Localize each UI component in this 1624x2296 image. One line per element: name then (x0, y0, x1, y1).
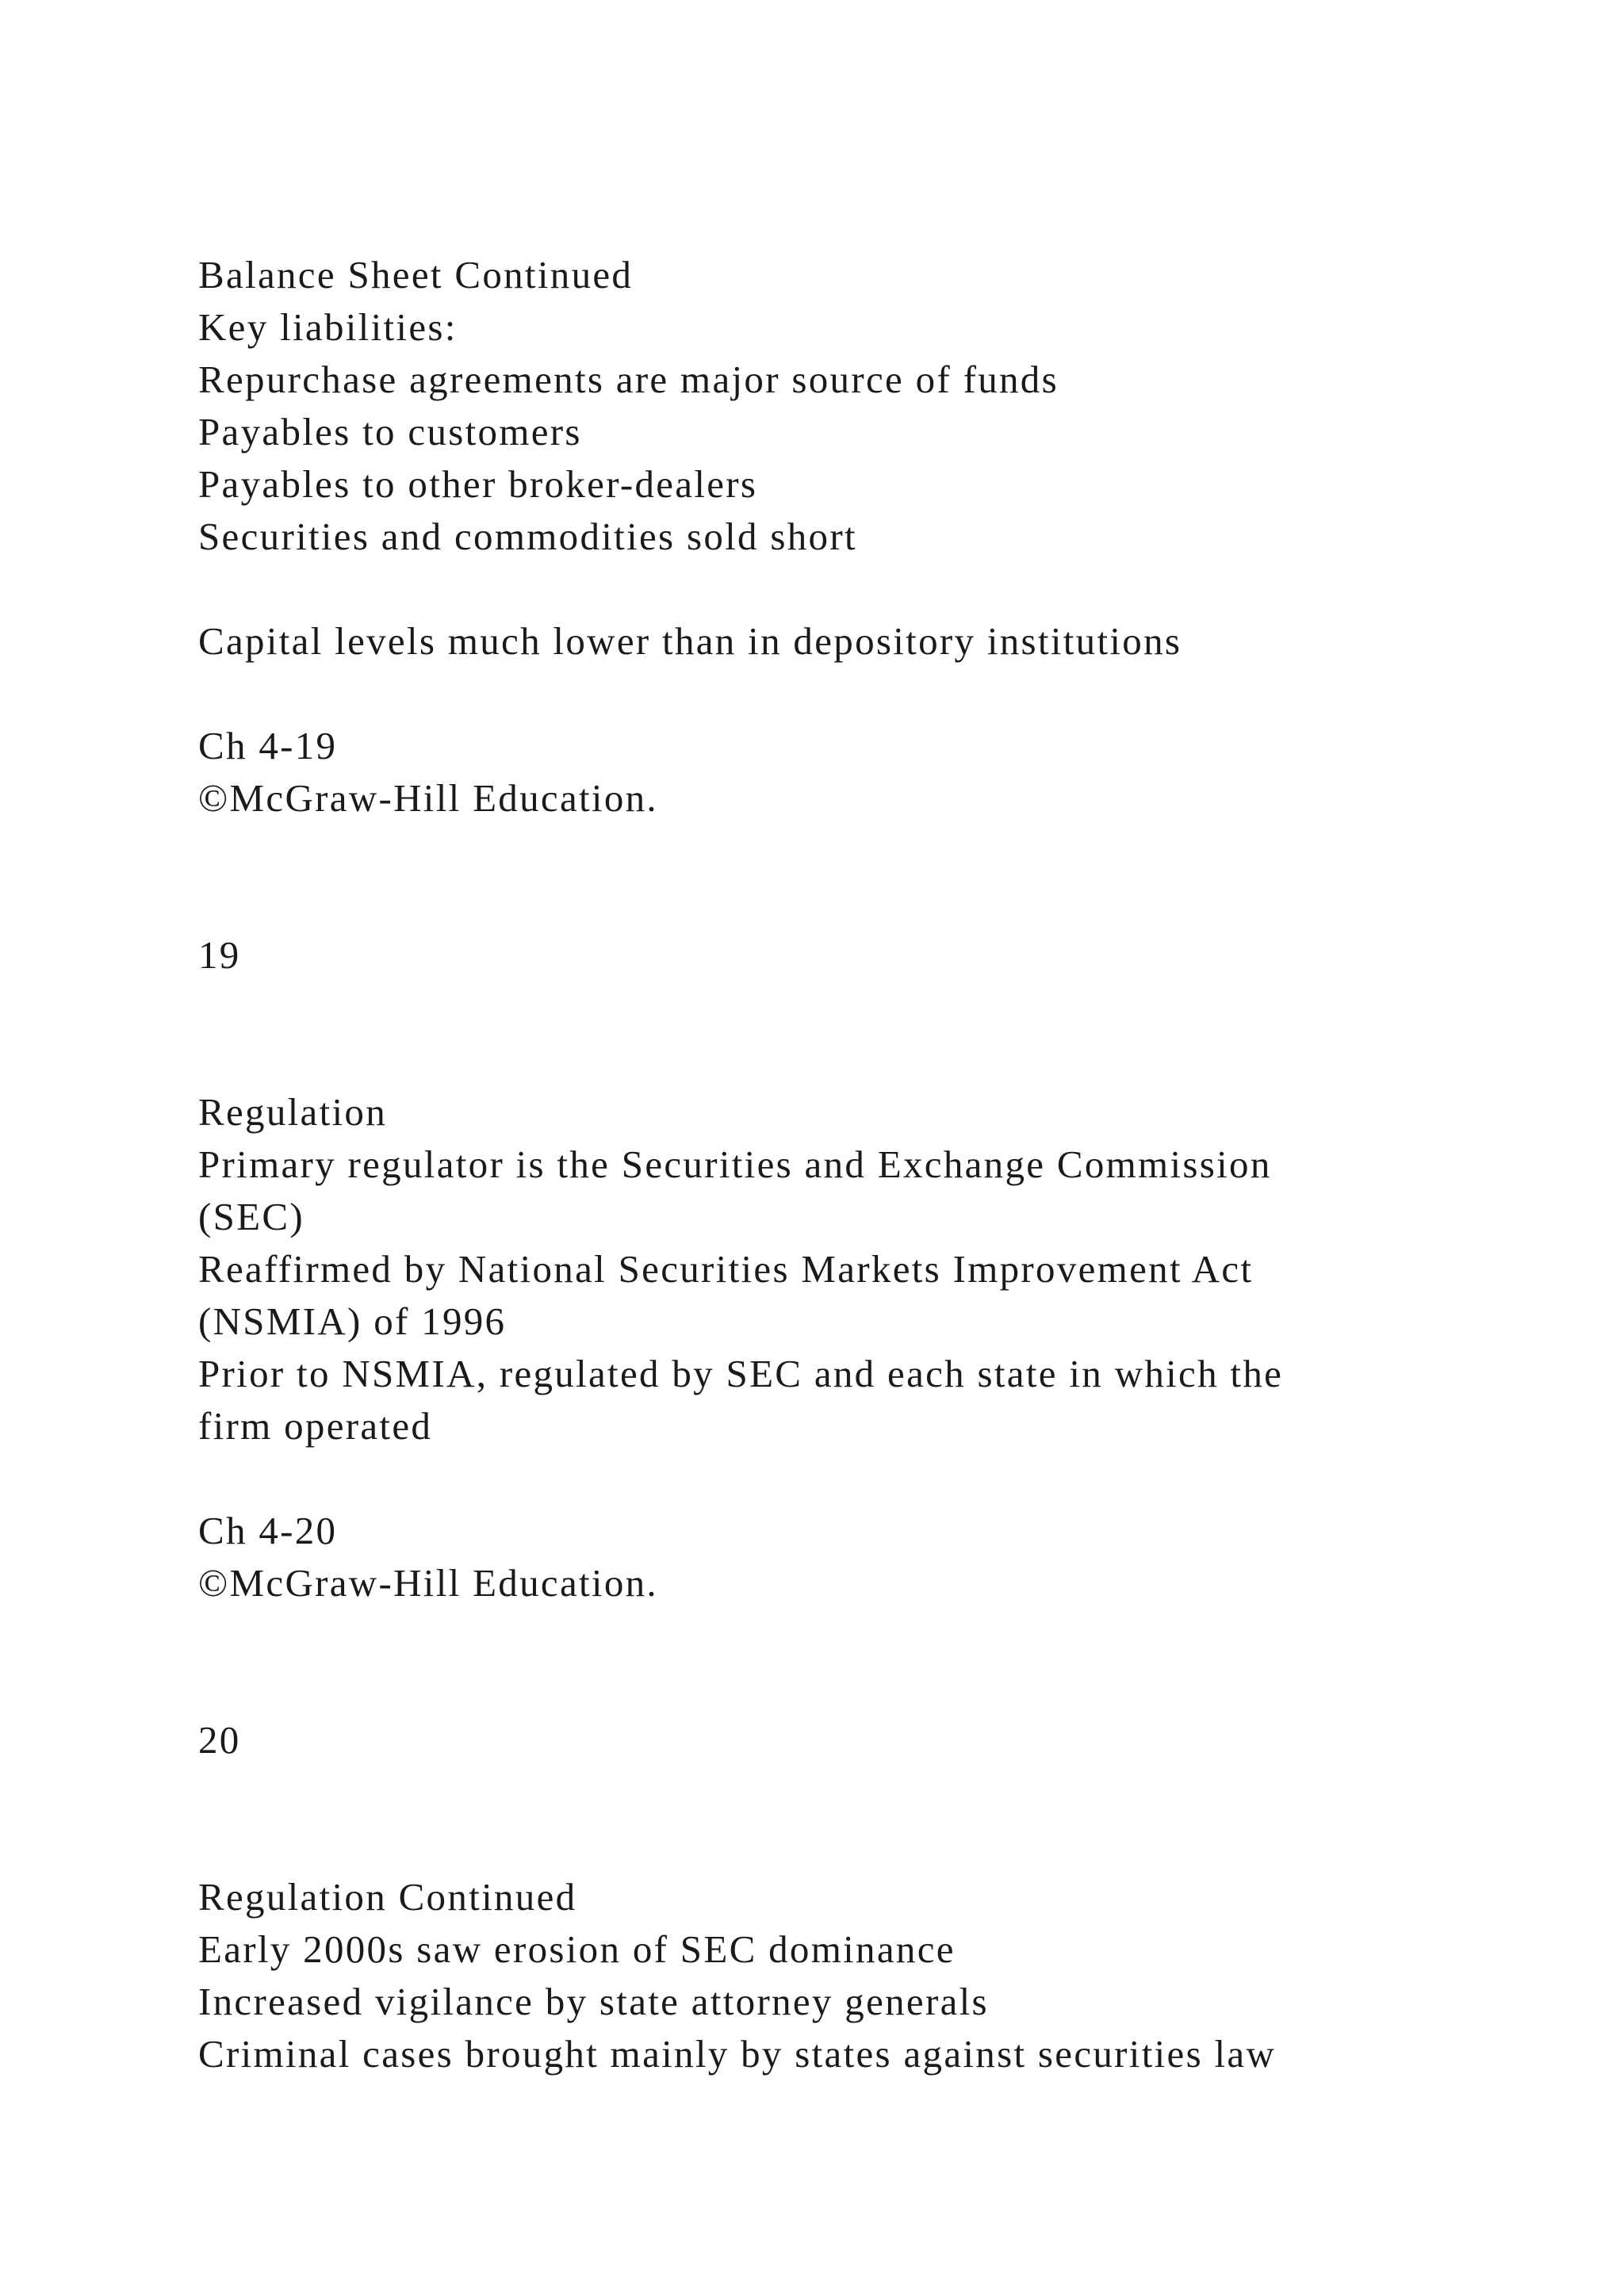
text-line: Reaffirmed by National Securities Markets Improvement Act (198, 1247, 1254, 1291)
page-number: 20 (198, 1718, 241, 1762)
text-line: Prior to NSMIA, regulated by SEC and each state in which the (198, 1352, 1284, 1395)
slide-reference: Ch 4-20 (198, 1509, 338, 1552)
text-line: Payables to other broker-dealers (198, 462, 758, 506)
section-title: Balance Sheet Continued (198, 253, 634, 297)
text-line: Key liabilities: (198, 305, 458, 349)
text-line: Payables to customers (198, 410, 582, 453)
text-line: Criminal cases brought mainly by states against securities law (198, 2032, 1277, 2076)
section-title: Regulation (198, 1090, 388, 1134)
text-line: Repurchase agreements are major source of funds (198, 358, 1059, 401)
slide-reference: Ch 4-19 (198, 724, 338, 767)
copyright-notice: ©McGraw-Hill Education. (198, 1561, 658, 1605)
page-number: 19 (198, 933, 241, 977)
section-title: Regulation Continued (198, 1875, 577, 1919)
text-line: firm operated (198, 1404, 433, 1448)
copyright-notice: ©McGraw-Hill Education. (198, 776, 658, 820)
text-line: Capital levels much lower than in depository institutions (198, 619, 1182, 663)
text-line: Increased vigilance by state attorney generals (198, 1980, 989, 2023)
text-line: Securities and commodities sold short (198, 515, 857, 558)
text-line: (SEC) (198, 1195, 304, 1238)
text-line: (NSMIA) of 1996 (198, 1299, 507, 1343)
text-line: Primary regulator is the Securities and Exchange Commission (198, 1142, 1272, 1186)
text-line: Early 2000s saw erosion of SEC dominance (198, 1927, 956, 1971)
